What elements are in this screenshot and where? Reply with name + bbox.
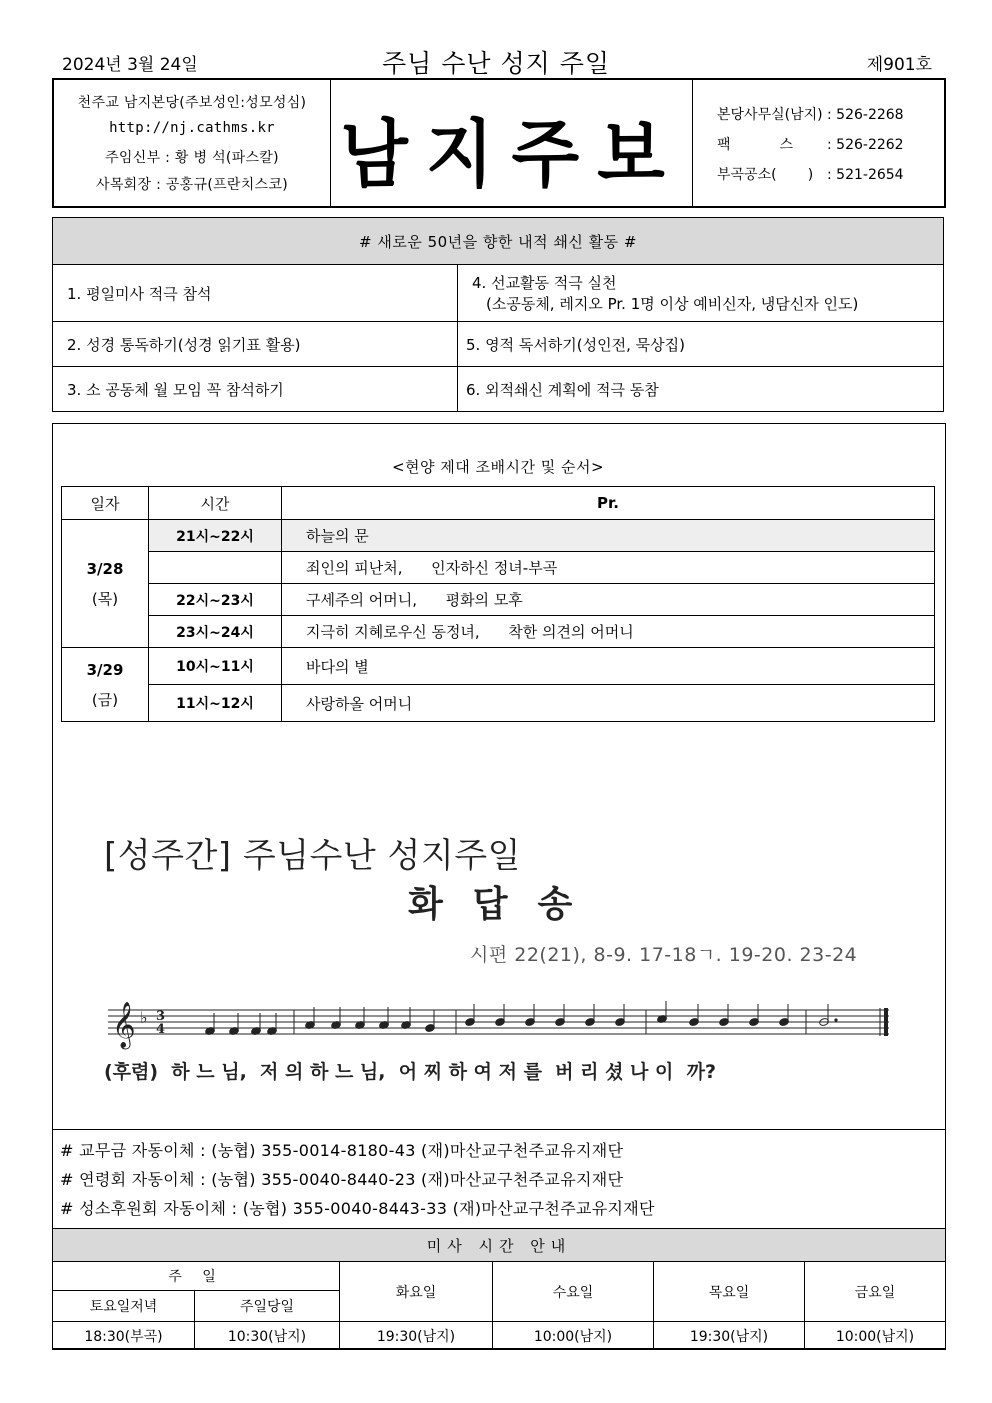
divider xyxy=(52,1129,946,1130)
activities-header: # 새로운 50년을 향한 내적 쇄신 활동 # xyxy=(53,218,944,265)
weekday-label: 화요일 xyxy=(340,1262,493,1322)
parish-name: 천주교 남지본당(주보성인:성모성심) xyxy=(77,95,307,111)
contact-mission xyxy=(717,164,934,184)
activity-item-detail: (소공동체, 레지오 Pr. 1명 이상 예비신자, 냉담신자 인도) xyxy=(486,295,859,313)
council-president: 사목회장 : 공홍규(프란치스코) xyxy=(96,177,288,193)
weekday-label: 금요일 xyxy=(805,1262,946,1322)
schedule-date: 3/28 xyxy=(86,559,124,578)
parish-url[interactable]: http://nj.cathms.kr xyxy=(109,120,275,136)
contact-value: : 521-2654 xyxy=(827,167,904,183)
table-row xyxy=(62,616,935,648)
schedule-pr: 죄인의 피난처, 인자하신 정녀-부곡 xyxy=(282,552,935,584)
table-row xyxy=(62,552,935,584)
schedule-time: 23시~24시 xyxy=(149,616,282,648)
contact-office xyxy=(717,104,934,124)
psalm-title: [성주간] 주님수난 성지주일 xyxy=(104,836,521,876)
contact-value: : 526-2268 xyxy=(827,107,904,123)
flat-sign-icon: ♭ xyxy=(140,1008,148,1027)
mass-time: 10:00(남지) xyxy=(805,1322,946,1350)
psalm-refrain-lyrics: (후렴) 하 느 님, 저 의 하 느 님, 어 찌 하 여 저 를 버 리 셨 나 이 까? xyxy=(104,1061,716,1083)
pastor-name: 주임신부 : 황 병 석(파스칼) xyxy=(105,150,279,166)
psalm-reference: 시편 22(21), 8-9. 17-18ㄱ. 19-20. 23-24 xyxy=(470,944,858,966)
column-header-date: 일자 xyxy=(62,487,149,520)
mass-times-header: 미사 시간 안내 xyxy=(53,1229,946,1262)
adoration-schedule-title: <현양 제대 조배시간 및 순서> xyxy=(391,458,605,476)
activity-item-title: 4. 선교활동 적극 실천 xyxy=(472,274,617,292)
renewal-activities-table xyxy=(52,217,944,412)
contact-label: 본당사무실(남지) xyxy=(717,107,823,123)
issue-date: 2024년 3월 24일 xyxy=(62,55,198,75)
logo-area xyxy=(331,80,693,206)
saturday-evening-label: 토요일저녁 xyxy=(53,1291,195,1322)
weekday-label: 수요일 xyxy=(493,1262,654,1322)
time-signature-bottom: 4 xyxy=(156,1022,166,1037)
music-staff xyxy=(104,996,894,1056)
transfer-line: # 교무금 자동이체 : (농협) 355-0014-8180-43 (재)마산교구천주교유지재단 xyxy=(60,1141,624,1160)
table-row xyxy=(62,685,935,722)
schedule-time: 22시~23시 xyxy=(149,584,282,616)
parish-info xyxy=(54,80,331,206)
psalm-subtitle: 화답송 xyxy=(408,884,603,925)
weekday-label: 목요일 xyxy=(654,1262,805,1322)
schedule-pr: 사랑하올 어머니 xyxy=(282,685,935,722)
mass-time: 10:00(남지) xyxy=(493,1322,654,1350)
contact-info xyxy=(693,80,944,206)
mass-time: 19:30(남지) xyxy=(654,1322,805,1350)
contact-value: : 526-2262 xyxy=(827,137,904,153)
activity-item xyxy=(458,265,944,322)
treble-clef-icon: 𝄞 xyxy=(112,1002,136,1048)
schedule-pr: 바다의 별 xyxy=(282,648,935,685)
issue-number: 제901호 xyxy=(866,55,932,75)
adoration-schedule-table xyxy=(61,486,935,722)
activity-item: 5. 영적 독서하기(성인전, 묵상집) xyxy=(458,322,944,367)
contact-fax xyxy=(717,134,934,154)
time-signature-top: 3 xyxy=(156,1009,166,1024)
bulletin-logo: 남지주보 xyxy=(340,110,683,198)
mass-time: 10:30(남지) xyxy=(195,1322,340,1350)
table-row xyxy=(62,648,935,685)
schedule-pr: 하늘의 문 xyxy=(282,520,935,552)
mass-time: 19:30(남지) xyxy=(340,1322,493,1350)
schedule-weekday: (목) xyxy=(91,589,119,608)
schedule-pr: 구세주의 어머니, 평화의 모후 xyxy=(282,584,935,616)
schedule-day xyxy=(62,520,149,648)
psalm-notes xyxy=(205,1001,838,1036)
table-row xyxy=(62,520,935,552)
schedule-time: 21시~22시 xyxy=(149,520,282,552)
activity-item: 2. 성경 통독하기(성경 읽기표 활용) xyxy=(53,322,458,367)
transfer-line: # 연령회 자동이체 : (농협) 355-0040-8440-23 (재)마산교구천주교유지재단 xyxy=(60,1170,624,1189)
mass-times-table xyxy=(52,1228,946,1350)
schedule-date: 3/29 xyxy=(86,660,124,679)
schedule-weekday: (금) xyxy=(91,690,119,709)
activity-item: 1. 평일미사 적극 참석 xyxy=(53,265,458,322)
schedule-pr: 지극히 지혜로우신 동정녀, 착한 의견의 어머니 xyxy=(282,616,935,648)
sunday-day-label: 주일당일 xyxy=(195,1291,340,1322)
schedule-day xyxy=(62,648,149,722)
transfer-line: # 성소후원회 자동이체 : (농협) 355-0040-8443-33 (재)마산교구천주교유지재단 xyxy=(60,1199,655,1218)
column-header-pr: Pr. xyxy=(282,487,935,520)
activity-item: 3. 소 공동체 월 모임 꼭 참석하기 xyxy=(53,367,458,412)
column-header-time: 시간 xyxy=(149,487,282,520)
contact-label: 팩 스 xyxy=(717,137,794,153)
activity-item: 6. 외적쇄신 계획에 적극 동참 xyxy=(458,367,944,412)
table-row xyxy=(62,584,935,616)
dotted-note-dot xyxy=(834,1018,837,1021)
contact-label: 부곡공소( ) xyxy=(717,167,814,183)
mass-time: 18:30(부곡) xyxy=(53,1322,195,1350)
schedule-time xyxy=(149,552,282,584)
page-title: 주님 수난 성지 주일 xyxy=(381,49,611,78)
schedule-time: 11시~12시 xyxy=(149,685,282,722)
sunday-group-label: 주 일 xyxy=(53,1262,340,1291)
masthead-box xyxy=(52,78,946,208)
schedule-time: 10시~11시 xyxy=(149,648,282,685)
